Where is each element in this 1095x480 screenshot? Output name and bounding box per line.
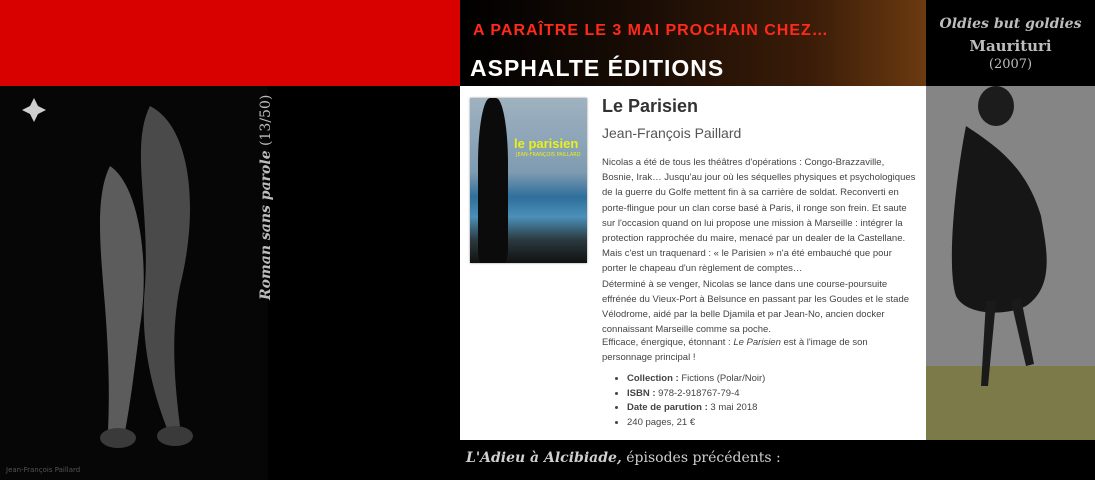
film-title[interactable]: Mauriturі <box>969 37 1052 55</box>
detail-value: 240 pages, 21 € <box>627 416 696 428</box>
vertical-series-title[interactable] <box>258 94 274 300</box>
episodes-title: L'Adieu à Alcibiade, <box>466 450 622 466</box>
cover-author: JEAN-FRANÇOIS PAILLARD <box>516 152 581 158</box>
detail-label: Collection : <box>627 373 679 384</box>
publisher-name[interactable]: ASPHALTE ÉDITIONS <box>470 55 725 81</box>
detail-isbn <box>627 387 765 402</box>
summary-prefix: Efficace, énergique, étonnant : <box>602 337 734 348</box>
left-side-panel <box>268 86 460 480</box>
summary-title: Le Parisien <box>733 337 781 348</box>
cover-title: le parisien <box>514 136 579 151</box>
book-title: Le Parisien <box>602 96 699 116</box>
previous-episodes-link[interactable] <box>466 450 781 466</box>
photo-credit: Jean-François Paillard <box>6 466 81 474</box>
book-summary <box>602 335 917 365</box>
film-year: (2007) <box>988 57 1033 72</box>
left-red-banner <box>0 0 460 86</box>
series-count: (13/50) <box>258 94 274 146</box>
detail-date <box>627 401 765 416</box>
book-cover[interactable] <box>470 98 587 263</box>
synopsis-paragraph-2: Déterminé à se venger, Nicolas se lance dans une course-poursuite effrénée du Vieux-Port à Belsunce en passant par les Goudes et le stade Vélodrome, aidé par la belle Djamila et par Jean-No, ancien docker connaissant Marseille comme sa poche. <box>602 278 910 336</box>
oldies-heading: Oldies but goldies <box>939 16 1082 32</box>
detail-collection <box>627 372 765 387</box>
series-title: Roman sans parole <box>258 150 274 300</box>
summary-suffix: est à l'image de son personnage principal ! <box>602 337 868 363</box>
shadow-photo[interactable] <box>926 86 1095 440</box>
legs-photo <box>0 86 268 480</box>
episodes-suffix: épisodes précédents : <box>621 450 781 466</box>
detail-pages-price <box>627 416 765 431</box>
synopsis-paragraph-1: Nicolas a été de tous les théâtres d'opérations : Congo-Brazzaville, Bosnie, Irak… Jusqu'au jour où les séquelles physiques et psychologiques de la guerre du Golfe mettent fin à sa carrière de soldat. Reconverti en porte-flingue pour un clan corse basé à Paris, il ronge son frein. Et saute sur l'occasion quand on lui propose une mission à Marseille : intégrer la protection rapprochée du maire, menacé par un dealer de la Castellane. Mais c'est un traquenard : « le Parisien » n'a été embauché que pour porter le chapeau d'un règlement de comptes… <box>602 157 916 275</box>
detail-value: Fictions (Polar/Noir) <box>678 373 766 384</box>
detail-value: 978-2-918767-79-4 <box>655 387 740 399</box>
announcement-text: A PARAÎTRE LE 3 MAI PROCHAIN CHEZ… <box>473 22 829 39</box>
book-details-list <box>615 372 765 430</box>
detail-label: ISBN : <box>627 387 656 399</box>
legs-photo-illustration <box>0 86 268 480</box>
cover-silhouette <box>478 98 508 263</box>
detail-label: Date de parution : <box>627 402 708 414</box>
detail-value: 3 mai 2018 <box>707 402 758 414</box>
book-synopsis <box>602 155 917 337</box>
shadow-photo-illustration <box>926 86 1095 440</box>
book-author: Jean-François Paillard <box>602 125 742 141</box>
